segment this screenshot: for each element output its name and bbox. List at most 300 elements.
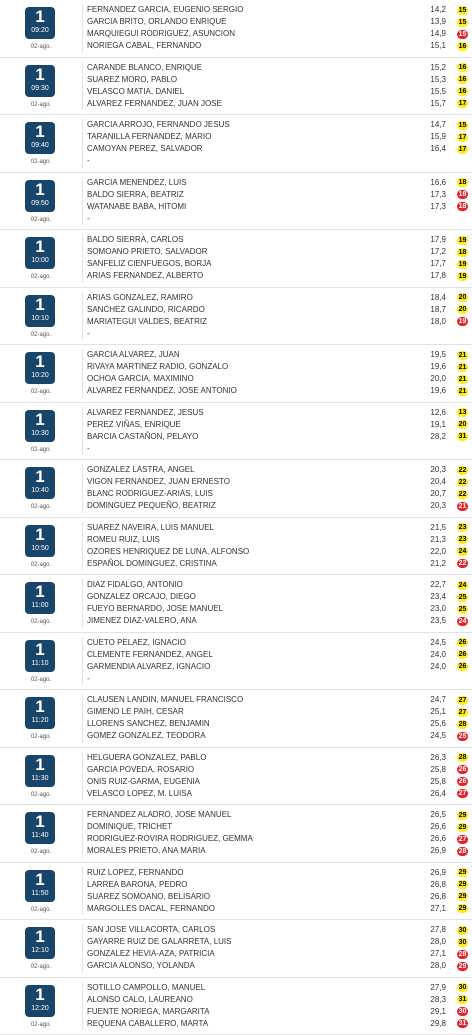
playing-handicap-badge: 18 <box>457 178 468 187</box>
playing-handicap-badge: 24 <box>457 581 468 590</box>
tee-time: 10:00 <box>25 256 55 266</box>
player-row <box>87 213 472 225</box>
playing-handicap-badge: 24 <box>457 547 468 556</box>
playing-handicap-badge: 17 <box>457 99 468 108</box>
player-row <box>87 62 472 74</box>
player-name: LLORENS SANCHEZ, BENJAMIN <box>87 718 210 730</box>
tee-date: 02-ago. <box>0 331 82 339</box>
divider <box>82 119 83 168</box>
player-handicap: 27,1 <box>430 948 446 960</box>
playing-handicap-badge: 23 <box>457 535 468 544</box>
player-list <box>87 920 472 972</box>
player-handicap: 25,8 <box>430 764 446 776</box>
player-name: GARCIA ALVAREZ, JUAN <box>87 349 180 361</box>
tee-time-info <box>0 0 82 57</box>
player-handicap: 26,8 <box>430 879 446 891</box>
player-row <box>87 752 472 764</box>
player-name: PEREZ VIÑAS, ENRIQUE <box>87 419 181 431</box>
player-row <box>87 994 472 1006</box>
tee-date: 02-ago. <box>0 561 82 569</box>
player-handicap: 22,7 <box>430 579 446 591</box>
playing-handicap-badge: 21 <box>457 502 468 511</box>
player-row <box>87 788 472 800</box>
playing-handicap-badge: 16 <box>457 42 468 51</box>
player-name: - <box>87 213 90 225</box>
tee-time-group <box>0 805 472 863</box>
player-row <box>87 373 472 385</box>
player-row <box>87 661 472 673</box>
tee-time: 11:20 <box>25 716 55 726</box>
playing-handicap-badge: 16 <box>457 87 468 96</box>
player-row <box>87 546 472 558</box>
player-list <box>87 173 472 225</box>
tee-time-group <box>0 345 472 403</box>
player-handicap: 19,5 <box>430 349 446 361</box>
playing-handicap-badge: 26 <box>457 765 468 774</box>
tee-time-group <box>0 0 472 58</box>
player-name: SUAREZ NAVEIRA, LUIS MANUEL <box>87 522 214 534</box>
tee-time: 10:40 <box>25 486 55 496</box>
hole-time-badge <box>25 870 55 902</box>
tee-time-info <box>0 805 82 862</box>
hole-time-badge <box>25 122 55 154</box>
player-row <box>87 579 472 591</box>
playing-handicap-badge: 15 <box>457 121 468 130</box>
playing-handicap-badge: 26 <box>457 662 468 671</box>
player-name: LARREA BARONA, PEDRO <box>87 879 187 891</box>
player-row <box>87 603 472 615</box>
player-handicap: 26,9 <box>430 845 446 857</box>
divider <box>82 464 83 513</box>
hole-time-badge <box>25 410 55 442</box>
player-handicap: 15,2 <box>430 62 446 74</box>
player-name: SANCHEZ GALINDO, RICARDO <box>87 304 205 316</box>
hole-number: 1 <box>25 468 55 486</box>
player-name: FERNANDEZ GARCIA, EUGENIO SERGIO <box>87 4 243 16</box>
divider <box>82 867 83 916</box>
playing-handicap-badge: 29 <box>457 962 468 971</box>
playing-handicap-badge: 17 <box>457 145 468 154</box>
tee-time-group <box>0 460 472 518</box>
tee-time: 11:50 <box>25 889 55 899</box>
playing-handicap-badge: 30 <box>457 1007 468 1016</box>
playing-handicap-badge: 15 <box>457 6 468 15</box>
playing-handicap-badge: 31 <box>457 995 468 1004</box>
tee-time: 10:20 <box>25 371 55 381</box>
hole-number: 1 <box>25 238 55 256</box>
player-name: GONZALEZ LASTRA, ANGEL <box>87 464 195 476</box>
player-row <box>87 903 472 915</box>
player-row <box>87 730 472 742</box>
player-list <box>87 460 472 512</box>
player-name: ALVAREZ FERNANDEZ, JOSE ANTONIO <box>87 385 237 397</box>
player-row <box>87 258 472 270</box>
player-list <box>87 0 472 52</box>
playing-handicap-badge: 28 <box>457 847 468 856</box>
player-handicap: 20,4 <box>430 476 446 488</box>
hole-number: 1 <box>25 928 55 946</box>
player-name: SOTILLO CAMPOLLO, MANUEL <box>87 982 205 994</box>
tee-date: 02-ago. <box>0 1021 82 1029</box>
playing-handicap-badge: 19 <box>457 272 468 281</box>
player-name: JIMENEZ DIAZ-VALERO, ANA <box>87 615 197 627</box>
player-name: VIGON FERNANDEZ, JUAN ERNESTO <box>87 476 230 488</box>
divider <box>82 637 83 686</box>
playing-handicap-badge: 18 <box>457 190 468 199</box>
player-row <box>87 522 472 534</box>
tee-time-group <box>0 863 472 921</box>
player-row <box>87 558 472 570</box>
playing-handicap-badge: 30 <box>457 926 468 935</box>
tee-date: 02-ago. <box>0 963 82 971</box>
hole-time-badge <box>25 812 55 844</box>
player-handicap: 15,5 <box>430 86 446 98</box>
player-row <box>87 476 472 488</box>
player-name: MARGOLLES DACAL, FERNANDO <box>87 903 215 915</box>
tee-time-group <box>0 575 472 633</box>
player-handicap: 15,9 <box>430 131 446 143</box>
tee-time-info <box>0 978 82 1035</box>
player-row <box>87 28 472 40</box>
player-handicap: 19,1 <box>430 419 446 431</box>
divider <box>82 4 83 53</box>
player-row <box>87 637 472 649</box>
tee-date: 02-ago. <box>0 503 82 511</box>
player-row <box>87 948 472 960</box>
player-row <box>87 385 472 397</box>
player-handicap: 15,1 <box>430 40 446 52</box>
tee-time-group <box>0 748 472 806</box>
playing-handicap-badge: 25 <box>457 605 468 614</box>
player-handicap: 16,6 <box>430 177 446 189</box>
tee-date: 02-ago. <box>0 906 82 914</box>
tee-date: 02-ago. <box>0 388 82 396</box>
tee-time-group <box>0 115 472 173</box>
player-handicap: 24,0 <box>430 649 446 661</box>
tee-time: 12:10 <box>25 946 55 956</box>
playing-handicap-badge: 18 <box>457 248 468 257</box>
playing-handicap-badge: 16 <box>457 63 468 72</box>
tee-time-info <box>0 518 82 575</box>
tee-date: 02-ago. <box>0 446 82 454</box>
playing-handicap-badge: 27 <box>457 789 468 798</box>
tee-time-info <box>0 58 82 115</box>
player-list <box>87 748 472 800</box>
player-handicap: 24,5 <box>430 730 446 742</box>
player-row <box>87 16 472 28</box>
tee-time-group <box>0 58 472 116</box>
player-row <box>87 591 472 603</box>
playing-handicap-badge: 21 <box>457 363 468 372</box>
player-handicap: 23,0 <box>430 603 446 615</box>
tee-time: 09:40 <box>25 141 55 151</box>
player-list <box>87 58 472 110</box>
hole-number: 1 <box>25 583 55 601</box>
player-row <box>87 304 472 316</box>
hole-number: 1 <box>25 813 55 831</box>
playing-handicap-badge: 20 <box>457 293 468 302</box>
divider <box>82 177 83 226</box>
tee-date: 02-ago. <box>0 733 82 741</box>
hole-time-badge <box>25 352 55 384</box>
hole-time-badge <box>25 985 55 1017</box>
player-name: GARCIA ALONSO, YOLANDA <box>87 960 195 972</box>
player-list <box>87 115 472 167</box>
playing-handicap-badge: 27 <box>457 696 468 705</box>
player-name: GONZALEZ ORCAJO, DIEGO <box>87 591 196 603</box>
hole-number: 1 <box>25 8 55 26</box>
player-row <box>87 349 472 361</box>
tee-date: 02-ago. <box>0 618 82 626</box>
playing-handicap-badge: 22 <box>457 478 468 487</box>
player-row <box>87 776 472 788</box>
hole-time-badge <box>25 525 55 557</box>
player-name: SANFELIZ CIENFUEGOS, BORJA <box>87 258 211 270</box>
playing-handicap-badge: 26 <box>457 638 468 647</box>
player-name: GOMEZ GONZALEZ, TEODORA <box>87 730 206 742</box>
player-name: BALDO SIERRA, CARLOS <box>87 234 183 246</box>
player-name: SUAREZ MORO, PABLO <box>87 74 177 86</box>
player-name: SAN JOSE VILLACORTA, CARLOS <box>87 924 215 936</box>
tee-time: 11:10 <box>25 659 55 669</box>
player-row <box>87 419 472 431</box>
player-name: FERNANDEZ ALADRO, JOSE MANUEL <box>87 809 231 821</box>
player-list <box>87 345 472 397</box>
player-row <box>87 673 472 685</box>
playing-handicap-badge: 29 <box>457 823 468 832</box>
hole-number: 1 <box>25 698 55 716</box>
player-row <box>87 292 472 304</box>
player-name: - <box>87 155 90 167</box>
tee-time-group <box>0 288 472 346</box>
hole-time-badge <box>25 180 55 212</box>
divider <box>82 407 83 456</box>
player-name: WATANABE BABA, HITOMI <box>87 201 186 213</box>
player-row <box>87 143 472 155</box>
player-name: SUAREZ SOMOANO, BELISARIO <box>87 891 210 903</box>
hole-number: 1 <box>25 526 55 544</box>
player-name: CAMOYAN PEREZ, SALVADOR <box>87 143 203 155</box>
hole-time-badge <box>25 467 55 499</box>
hole-number: 1 <box>25 986 55 1004</box>
player-name: ESPAÑOL DOMINGUEZ, CRISTINA <box>87 558 217 570</box>
tee-time-info <box>0 115 82 172</box>
player-list <box>87 288 472 340</box>
tee-time: 09:20 <box>25 26 55 36</box>
player-list <box>87 230 472 282</box>
player-name: GONZALEZ HEVIA-AZA, PATRICIA <box>87 948 215 960</box>
player-name: CLAUSEN LANDIN, MANUEL FRANCISCO <box>87 694 243 706</box>
player-name: FUEYO BERNARDO, JOSE MANUEL <box>87 603 223 615</box>
tee-time-info <box>0 173 82 230</box>
player-name: GAYARRE RUIZ DE GALARRETA, LUIS <box>87 936 231 948</box>
player-handicap: 28,3 <box>430 994 446 1006</box>
hole-time-badge <box>25 640 55 672</box>
playing-handicap-badge: 18 <box>457 202 468 211</box>
tee-time-group <box>0 690 472 748</box>
player-handicap: 25,6 <box>430 718 446 730</box>
tee-time-info <box>0 403 82 460</box>
tee-time-info <box>0 230 82 287</box>
hole-time-badge <box>25 927 55 959</box>
hole-number: 1 <box>25 353 55 371</box>
player-handicap: 24,0 <box>430 661 446 673</box>
player-row <box>87 821 472 833</box>
player-row <box>87 119 472 131</box>
playing-handicap-badge: 22 <box>457 466 468 475</box>
player-name: MARIATEGUI VALDES, BEATRIZ <box>87 316 207 328</box>
player-handicap: 19,6 <box>430 361 446 373</box>
tee-time-info <box>0 863 82 920</box>
player-handicap: 23,4 <box>430 591 446 603</box>
player-row <box>87 924 472 936</box>
tee-time-group <box>0 230 472 288</box>
playing-handicap-badge: 24 <box>457 617 468 626</box>
player-row <box>87 246 472 258</box>
player-name: MORALES PRIETO, ANA MARIA <box>87 845 206 857</box>
tee-time-group <box>0 633 472 691</box>
playing-handicap-badge: 21 <box>457 375 468 384</box>
tee-time: 11:30 <box>25 774 55 784</box>
tee-time-info <box>0 920 82 977</box>
playing-handicap-badge: 25 <box>457 732 468 741</box>
hole-number: 1 <box>25 66 55 84</box>
player-row <box>87 764 472 776</box>
player-row <box>87 131 472 143</box>
player-handicap: 15,7 <box>430 98 446 110</box>
player-handicap: 28,2 <box>430 431 446 443</box>
player-handicap: 17,3 <box>430 201 446 213</box>
player-handicap: 23,5 <box>430 615 446 627</box>
player-handicap: 18,0 <box>430 316 446 328</box>
player-name: GARMENDIA ALVAREZ, IGNACIO <box>87 661 210 673</box>
player-handicap: 21,2 <box>430 558 446 570</box>
player-row <box>87 431 472 443</box>
player-row <box>87 706 472 718</box>
tee-time-group <box>0 173 472 231</box>
tee-time: 09:30 <box>25 84 55 94</box>
player-name: ARIAS FERNANDEZ, ALBERTO <box>87 270 203 282</box>
player-row <box>87 809 472 821</box>
playing-handicap-badge: 26 <box>457 650 468 659</box>
player-name: TARANILLA FERNANDEZ, MARIO <box>87 131 211 143</box>
hole-time-badge <box>25 582 55 614</box>
tee-time: 10:10 <box>25 314 55 324</box>
playing-handicap-badge: 31 <box>457 1019 468 1028</box>
hole-number: 1 <box>25 296 55 314</box>
player-handicap: 18,7 <box>430 304 446 316</box>
hole-number: 1 <box>25 871 55 889</box>
player-handicap: 15,3 <box>430 74 446 86</box>
player-list <box>87 403 472 455</box>
player-name: OZORES HENRIQUEZ DE LUNA, ALFONSO <box>87 546 249 558</box>
player-row <box>87 361 472 373</box>
hole-time-badge <box>25 65 55 97</box>
player-name: VELASCO LOPEZ, M. LUISA <box>87 788 192 800</box>
tee-time: 10:50 <box>25 544 55 554</box>
playing-handicap-badge: 17 <box>457 133 468 142</box>
player-row <box>87 98 472 110</box>
tee-time: 12:20 <box>25 1004 55 1014</box>
playing-handicap-badge: 29 <box>457 811 468 820</box>
player-name: GARCIA MENENDEZ, LUIS <box>87 177 187 189</box>
hole-time-badge <box>25 755 55 787</box>
player-name: CARANDE BLANCO, ENRIQUE <box>87 62 202 74</box>
player-row <box>87 488 472 500</box>
hole-time-badge <box>25 7 55 39</box>
playing-handicap-badge: 29 <box>457 892 468 901</box>
player-name: BLANC RODRIGUEZ-ARIAS, LUIS <box>87 488 213 500</box>
tee-date: 02-ago. <box>0 676 82 684</box>
player-row <box>87 500 472 512</box>
player-handicap: 26,8 <box>430 891 446 903</box>
player-handicap: 17,3 <box>430 189 446 201</box>
tee-date: 02-ago. <box>0 848 82 856</box>
player-row <box>87 534 472 546</box>
player-handicap: 29,8 <box>430 1018 446 1030</box>
player-handicap: 25,8 <box>430 776 446 788</box>
player-name: BARCIA CASTAÑON, PELAYO <box>87 431 198 443</box>
player-row <box>87 960 472 972</box>
player-handicap: 26,6 <box>430 833 446 845</box>
playing-handicap-badge: 29 <box>457 868 468 877</box>
playing-handicap-badge: 20 <box>457 420 468 429</box>
player-row <box>87 1006 472 1018</box>
player-list <box>87 978 472 1030</box>
player-row <box>87 234 472 246</box>
player-handicap: 26,4 <box>430 788 446 800</box>
player-row <box>87 328 472 340</box>
player-handicap: 28,0 <box>430 936 446 948</box>
player-row <box>87 879 472 891</box>
player-row <box>87 201 472 213</box>
player-name: VELASCO MATIA, DANIEL <box>87 86 184 98</box>
player-name: HELGUERA GONZALEZ, PABLO <box>87 752 206 764</box>
playing-handicap-badge: 28 <box>457 950 468 959</box>
player-handicap: 20,3 <box>430 500 446 512</box>
playing-handicap-badge: 19 <box>457 236 468 245</box>
playing-handicap-badge: 20 <box>457 305 468 314</box>
player-row <box>87 155 472 167</box>
divider <box>82 349 83 398</box>
divider <box>82 579 83 628</box>
player-name: REQUENA CABALLERO, MARTA <box>87 1018 208 1030</box>
player-list <box>87 863 472 915</box>
player-name: ALVAREZ FERNANDEZ, JESUS <box>87 407 204 419</box>
player-name: CLEMENTE FERNANDEZ, ANGEL <box>87 649 213 661</box>
tee-time-group <box>0 403 472 461</box>
tee-time-info <box>0 690 82 747</box>
player-handicap: 29,1 <box>430 1006 446 1018</box>
player-name: GIMENO LE PAIH, CESAR <box>87 706 184 718</box>
tee-date: 02-ago. <box>0 158 82 166</box>
playing-handicap-badge: 21 <box>457 387 468 396</box>
playing-handicap-badge: 26 <box>457 777 468 786</box>
player-name: BALDO SIERRA, BEATRIZ <box>87 189 184 201</box>
tee-time-info <box>0 288 82 345</box>
player-handicap: 26,5 <box>430 809 446 821</box>
divider <box>82 522 83 571</box>
player-row <box>87 443 472 455</box>
tee-time: 11:00 <box>25 601 55 611</box>
player-handicap: 17,7 <box>430 258 446 270</box>
player-name: RODRIGUEZ-ROVIRA RODRIGUEZ, GEMMA <box>87 833 253 845</box>
playing-handicap-badge: 13 <box>457 408 468 417</box>
tee-date: 02-ago. <box>0 101 82 109</box>
player-list <box>87 575 472 627</box>
player-name: - <box>87 328 90 340</box>
playing-handicap-badge: 21 <box>457 351 468 360</box>
